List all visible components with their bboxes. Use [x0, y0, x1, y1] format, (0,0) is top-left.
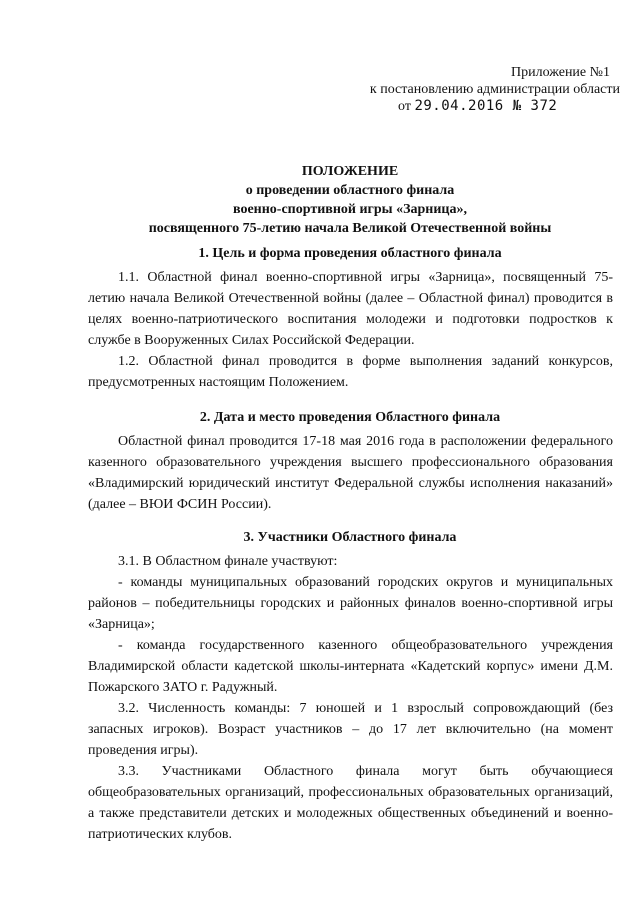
annex-date-number: 29.04.2016 № 372	[414, 98, 558, 114]
section-2-heading: 2. Дата и место проведения Областного финала	[199, 410, 501, 425]
section-1-body	[88, 267, 613, 393]
annex-line-3	[320, 98, 620, 115]
annex-line-1: Приложение №1	[511, 65, 610, 80]
section-3-para-1: 3.1. В Областном финале участвуют:	[118, 554, 338, 569]
document-title	[60, 162, 640, 238]
title-line-1: ПОЛОЖЕНИЕ	[301, 164, 399, 179]
section-1-para-1: 1.1. Областной финал военно-спортивной игры «Зарница», посвященный 75-летию начала Великой Отечественной войны (далее – Областной финал) проводится в целях военно-патриотического воспитания молодежи и подготовки подростков к службе в Вооруженных Силах Российской Федерации.	[88, 270, 613, 348]
section-3-body	[88, 551, 613, 845]
section-3-heading: 3. Участники Областного финала	[243, 530, 457, 545]
title-line-4: посвященного 75-летию начала Великой Отечественной войны	[148, 221, 552, 236]
section-3-para-3: - команда государственного казенного общеобразовательного учреждения Владимирской области кадетской школы-интерната «Кадетский корпус» имени Д.М. Пожарского ЗАТО г. Радужный.	[88, 638, 613, 695]
annex-line-2: к постановлению администрации области	[369, 82, 620, 97]
section-3-para-4: 3.2. Численность команды: 7 юношей и 1 взрослый сопровождающий (без запасных игроков). Возраст участников – до 17 лет включительно (на момент проведения игры).	[88, 701, 613, 758]
title-line-3: военно-спортивной игры «Зарница»,	[232, 202, 467, 217]
annex-header	[320, 64, 620, 115]
title-line-2: о проведении областного финала	[245, 183, 455, 198]
annex-date-prefix: от	[398, 99, 411, 114]
section-1-heading: 1. Цель и форма проведения областного финала	[198, 246, 502, 261]
section-3-para-2: - команды муниципальных образований городских округов и муниципальных районов – победительницы городских и районных финалов военно-спортивной игры «Зарница»;	[88, 575, 613, 632]
section-1-para-2: 1.2. Областной финал проводится в форме выполнения заданий конкурсов, предусмотренных настоящим Положением.	[88, 354, 613, 390]
section-2-para-1: Областной финал проводится 17-18 мая 2016 года в расположении федерального казенного образовательного учреждения высшего профессионального образования «Владимирский юридический институт Федеральной службы исполнения наказаний» (далее – ВЮИ ФСИН России).	[88, 434, 613, 512]
section-2-body	[88, 431, 613, 515]
section-3-para-5: 3.3. Участниками Областного финала могут быть обучающиеся общеобразовательных организаций, профессиональных образовательных организаций, а также представители детских и молодежных общественных объединений и военно-патриотических клубов.	[88, 764, 613, 842]
